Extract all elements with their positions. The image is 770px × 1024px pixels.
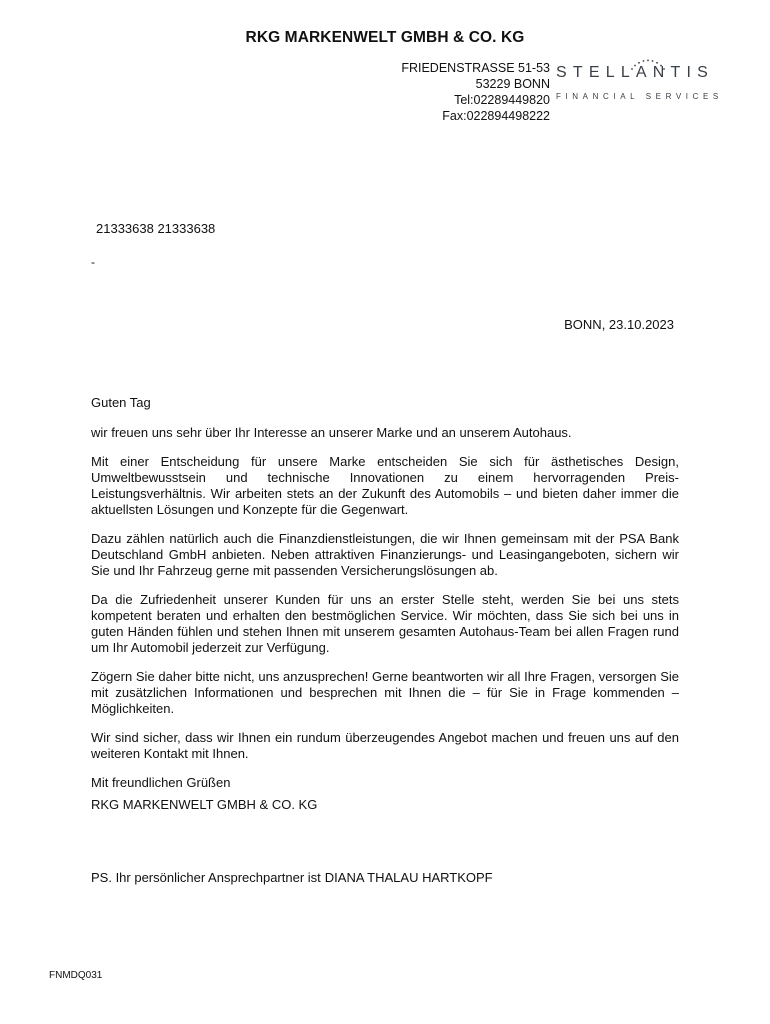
paragraph-1: wir freuen uns sehr über Ihr Interesse an unserer Marke und an unserem Autohaus. — [91, 425, 572, 440]
reference-number: 21333638 21333638 — [96, 221, 216, 236]
greeting: Guten Tag — [91, 395, 151, 410]
paragraph-5: Zögern Sie daher bitte nicht, uns anzusprechen! Gerne beantworten wir all Ihre Fragen, versorgen Sie mit zusätzlichen Informationen und besprechen mit Ihnen die – für Sie in Frage kommenden – Möglichkeiten. — [91, 669, 679, 716]
fax-number: Fax:022894498222 — [442, 109, 550, 123]
paragraph-2: Mit einer Entscheidung für unsere Marke entscheiden Sie sich für ästhetisches Design, Umweltbewusstsein und technische Innovationen zu einem hervorragenden Preis-Leistungsverhältnis. Wir arbeiten stets an der Zukunft des Automobils – und bieten daher immer die aktuellsten Lösungen und Konzepte für die Gegenwart. — [91, 454, 679, 517]
form-code: FNMDQ031 — [49, 970, 103, 981]
postscript-label: PS. Ihr persönlicher Ansprechpartner ist — [91, 870, 321, 885]
stellantis-logo-text: STELLANTIS — [556, 64, 715, 81]
signature-company: RKG MARKENWELT GMBH & CO. KG — [91, 797, 318, 812]
letter-body — [91, 395, 679, 826]
company-title: RKG MARKENWELT GMBH & CO. KG — [245, 29, 525, 46]
contact-person-name: DIANA THALAU HARTKOPF — [324, 870, 493, 885]
company-address — [401, 60, 550, 124]
paragraph-3: Dazu zählen natürlich auch die Finanzdienstleistungen, die wir Ihnen gemeinsam mit der PSA Bank Deutschland GmbH anbieten. Neben attraktiven Finanzierungs- und Leasingangeboten, sichern wir Sie und Ihr Fahrzeug gerne mit passenden Versicherungslösungen ab. — [91, 531, 679, 578]
address-street: FRIEDENSTRASSE 51-53 — [401, 61, 550, 75]
phone-number: Tel:02289449820 — [454, 93, 550, 107]
address-city: 53229 BONN — [475, 77, 550, 91]
letter-date: BONN, 23.10.2023 — [564, 317, 674, 332]
stellantis-logo-subtitle: FINANCIAL SERVICES — [556, 92, 723, 101]
paragraph-6: Wir sind sicher, dass wir Ihnen ein rundum überzeugendes Angebot machen und freuen uns auf den weiteren Kontakt mit Ihnen. — [91, 730, 679, 761]
closing: Mit freundlichen Grüßen — [91, 775, 231, 790]
paragraph-4: Da die Zufriedenheit unserer Kunden für uns an erster Stelle steht, werden Sie bei uns stets kompetent beraten und erhalten den bestmöglichen Service. Wir möchten, dass Sie sich bei uns in guten Händen fühlen und stehen Ihnen mit unserem gesamten Autohaus-Team bei allen Fragen rund um Ihr Automobil jederzeit zur Verfügung. — [91, 592, 679, 655]
address-placeholder-dash: - — [91, 255, 95, 269]
postscript — [91, 870, 493, 885]
